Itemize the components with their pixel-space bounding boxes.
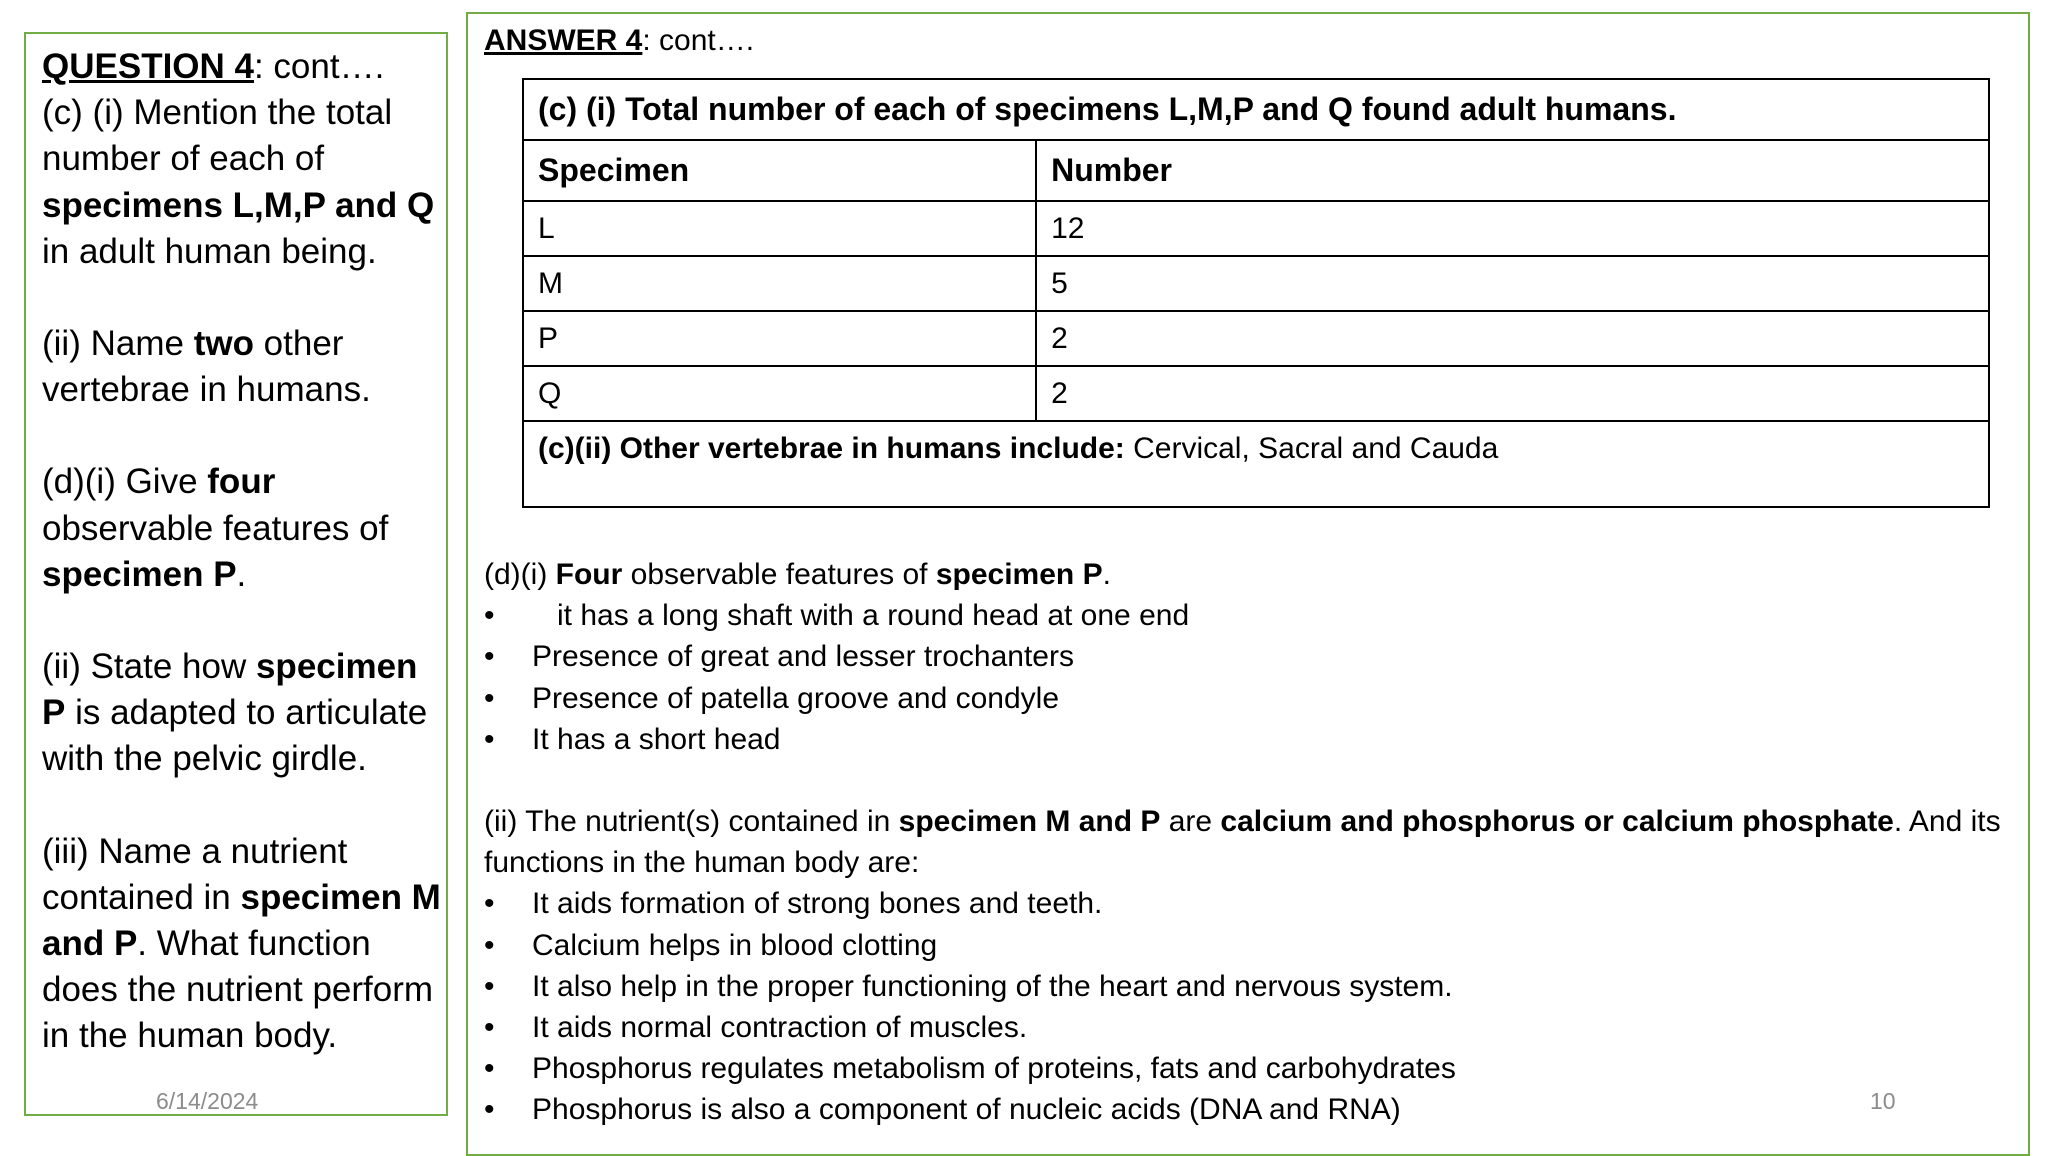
question-panel xyxy=(24,32,448,1116)
table-row xyxy=(523,366,1989,421)
answer-d-section xyxy=(484,554,2024,1131)
table-row xyxy=(523,311,1989,366)
answer-d-i-heading: (d)(i) Four observable features of specimen P. xyxy=(484,558,1111,591)
list-item: • Phosphorus regulates metabolism of proteins, fats and carbohydrates xyxy=(484,1048,2024,1089)
table-cell-number: 12 xyxy=(1036,201,1989,256)
table-row xyxy=(523,256,1989,311)
functions-list xyxy=(484,883,2024,1130)
list-item: • It also help in the proper functioning of the heart and nervous system. xyxy=(484,966,2024,1007)
question-heading: QUESTION 4: cont…. (c) (i) Mention the total number of each of specimens L,M,P and Q in adult human being. xyxy=(42,47,435,271)
question-text xyxy=(42,44,442,1060)
column-header-number: Number xyxy=(1036,140,1989,201)
table-footer-row xyxy=(523,421,1989,507)
question-d-i: (d)(i) Give four observable features of specimen P. xyxy=(42,462,389,594)
question-d-iii: (iii) Name a nutrient contained in specimen M and P. What function does the nutrient perform in the human body. xyxy=(42,831,441,1056)
table-title-row xyxy=(523,79,1989,140)
features-list xyxy=(484,595,2024,760)
list-item: • it has a long shaft with a round head at one end xyxy=(484,595,2024,636)
list-item: • Presence of patella groove and condyle xyxy=(484,678,2024,719)
list-item: • It aids formation of strong bones and teeth. xyxy=(484,883,2024,924)
list-item: • Calcium helps in blood clotting xyxy=(484,925,2024,966)
footer-date: 6/14/2024 xyxy=(156,1088,259,1114)
table-cell-specimen: P xyxy=(523,311,1036,366)
answer-heading: ANSWER 4: cont…. xyxy=(484,24,755,57)
question-d-ii: (ii) State how specimen P is adapted to articulate with the pelvic girdle. xyxy=(42,647,428,779)
list-item: • Presence of great and lesser trochanters xyxy=(484,636,2024,677)
table-cell-number: 2 xyxy=(1036,311,1989,366)
table-footer: (c)(ii) Other vertebrae in humans include: Cervical, Sacral and Cauda xyxy=(523,421,1989,507)
table-cell-specimen: M xyxy=(523,256,1036,311)
table-cell-number: 2 xyxy=(1036,366,1989,421)
answer-d-ii-paragraph: (ii) The nutrient(s) contained in specimen M and P are calcium and phosphorus or calcium phosphate. And its functions in the human body are: xyxy=(484,805,2001,880)
list-item: • It has a short head xyxy=(484,719,2024,760)
column-header-specimen: Specimen xyxy=(523,140,1036,201)
table-cell-specimen: L xyxy=(523,201,1036,256)
list-item: • It aids normal contraction of muscles. xyxy=(484,1007,2024,1048)
table-title: (c) (i) Total number of each of specimens L,M,P and Q found adult humans. xyxy=(523,79,1989,140)
answer-panel xyxy=(466,12,2030,1156)
table-cell-specimen: Q xyxy=(523,366,1036,421)
spacer xyxy=(484,760,2024,801)
page-number: 10 xyxy=(1870,1088,1896,1114)
table-cell-number: 5 xyxy=(1036,256,1989,311)
specimen-table xyxy=(522,78,1990,508)
question-c-ii: (ii) Name two other vertebrae in humans. xyxy=(42,324,371,410)
table-row xyxy=(523,201,1989,256)
table-header-row xyxy=(523,140,1989,201)
list-item: • Phosphorus is also a component of nucleic acids (DNA and RNA) xyxy=(484,1089,2024,1130)
